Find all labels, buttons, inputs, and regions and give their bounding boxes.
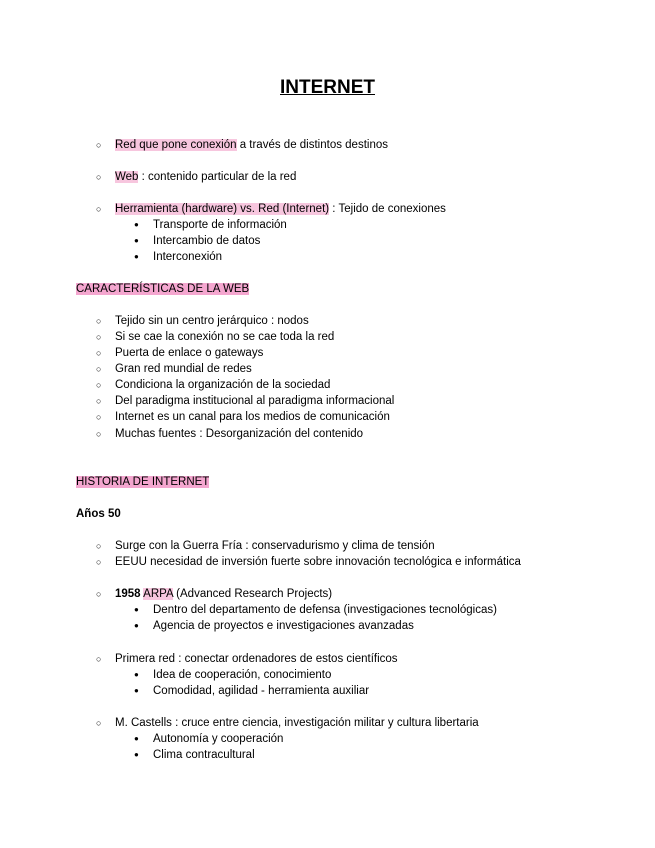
year-text: 1958 xyxy=(115,588,141,600)
list-item: ○ Condiciona la organización de la sociedad xyxy=(115,378,330,392)
highlighted-text: ARPA xyxy=(143,588,173,600)
item-text: : Tejido de conexiones xyxy=(329,203,446,215)
highlighted-text: Red que pone conexión xyxy=(115,139,237,151)
list-item: ○ Si se cae la conexión no se cae toda la red xyxy=(115,330,334,344)
item-text: (Advanced Research Projects) xyxy=(172,588,333,600)
highlighted-text: Web xyxy=(115,171,139,183)
subheading-anos-50: Años 50 xyxy=(76,508,121,520)
sub-list-item: ● Interconexión xyxy=(153,250,222,264)
section-heading-caracteristicas xyxy=(76,282,249,296)
section-heading-text: HISTORIA DE INTERNET xyxy=(76,476,210,488)
sub-list-item: ● Clima contracultural xyxy=(153,748,255,762)
sub-list-item: ● Dentro del departamento de defensa (investigaciones tecnológicas) xyxy=(153,603,497,617)
section-heading-text: CARACTERÍSTICAS DE LA WEB xyxy=(76,283,250,295)
list-item: ○ Gran red mundial de redes xyxy=(115,362,252,376)
sub-list-item: ● Agencia de proyectos e investigaciones avanzadas xyxy=(153,619,414,633)
list-item: ○ Surge con la Guerra Fría : conservadurismo y clima de tensión xyxy=(115,539,435,553)
list-item: ○ EEUU necesidad de inversión fuerte sobre innovación tecnológica e informática xyxy=(115,555,521,569)
list-item: ○ Internet es un canal para los medios de comunicación xyxy=(115,410,390,424)
section-heading-historia xyxy=(76,475,209,489)
sub-list-item: ● Intercambio de datos xyxy=(153,234,260,248)
list-item: ○ Primera red : conectar ordenadores de estos científicos xyxy=(115,652,398,666)
list-item: ○ Puerta de enlace o gateways xyxy=(115,346,263,360)
sub-list-item: ● Comodidad, agilidad - herramienta auxiliar xyxy=(153,684,369,698)
list-item: ○ Muchas fuentes : Desorganización del contenido xyxy=(115,427,363,441)
list-item xyxy=(115,138,388,152)
sub-list-item: ● Transporte de información xyxy=(153,218,287,232)
list-item: ○ Del paradigma institucional al paradigma informacional xyxy=(115,394,394,408)
list-item: ○ Tejido sin un centro jerárquico : nodos xyxy=(115,314,309,328)
item-text: : contenido particular de la red xyxy=(138,171,297,183)
list-item xyxy=(115,170,296,184)
sub-list-item: ● Idea de cooperación, conocimiento xyxy=(153,668,331,682)
item-text: a través de distintos destinos xyxy=(236,139,388,151)
sub-list-item: ● Autonomía y cooperación xyxy=(153,732,283,746)
list-item xyxy=(115,587,332,601)
document-title: INTERNET xyxy=(280,77,375,98)
highlighted-text: Herramienta (hardware) vs. Red (Internet) xyxy=(115,203,330,215)
list-item: ○ M. Castells : cruce entre ciencia, investigación militar y cultura libertaria xyxy=(115,716,479,730)
list-item xyxy=(115,202,446,216)
